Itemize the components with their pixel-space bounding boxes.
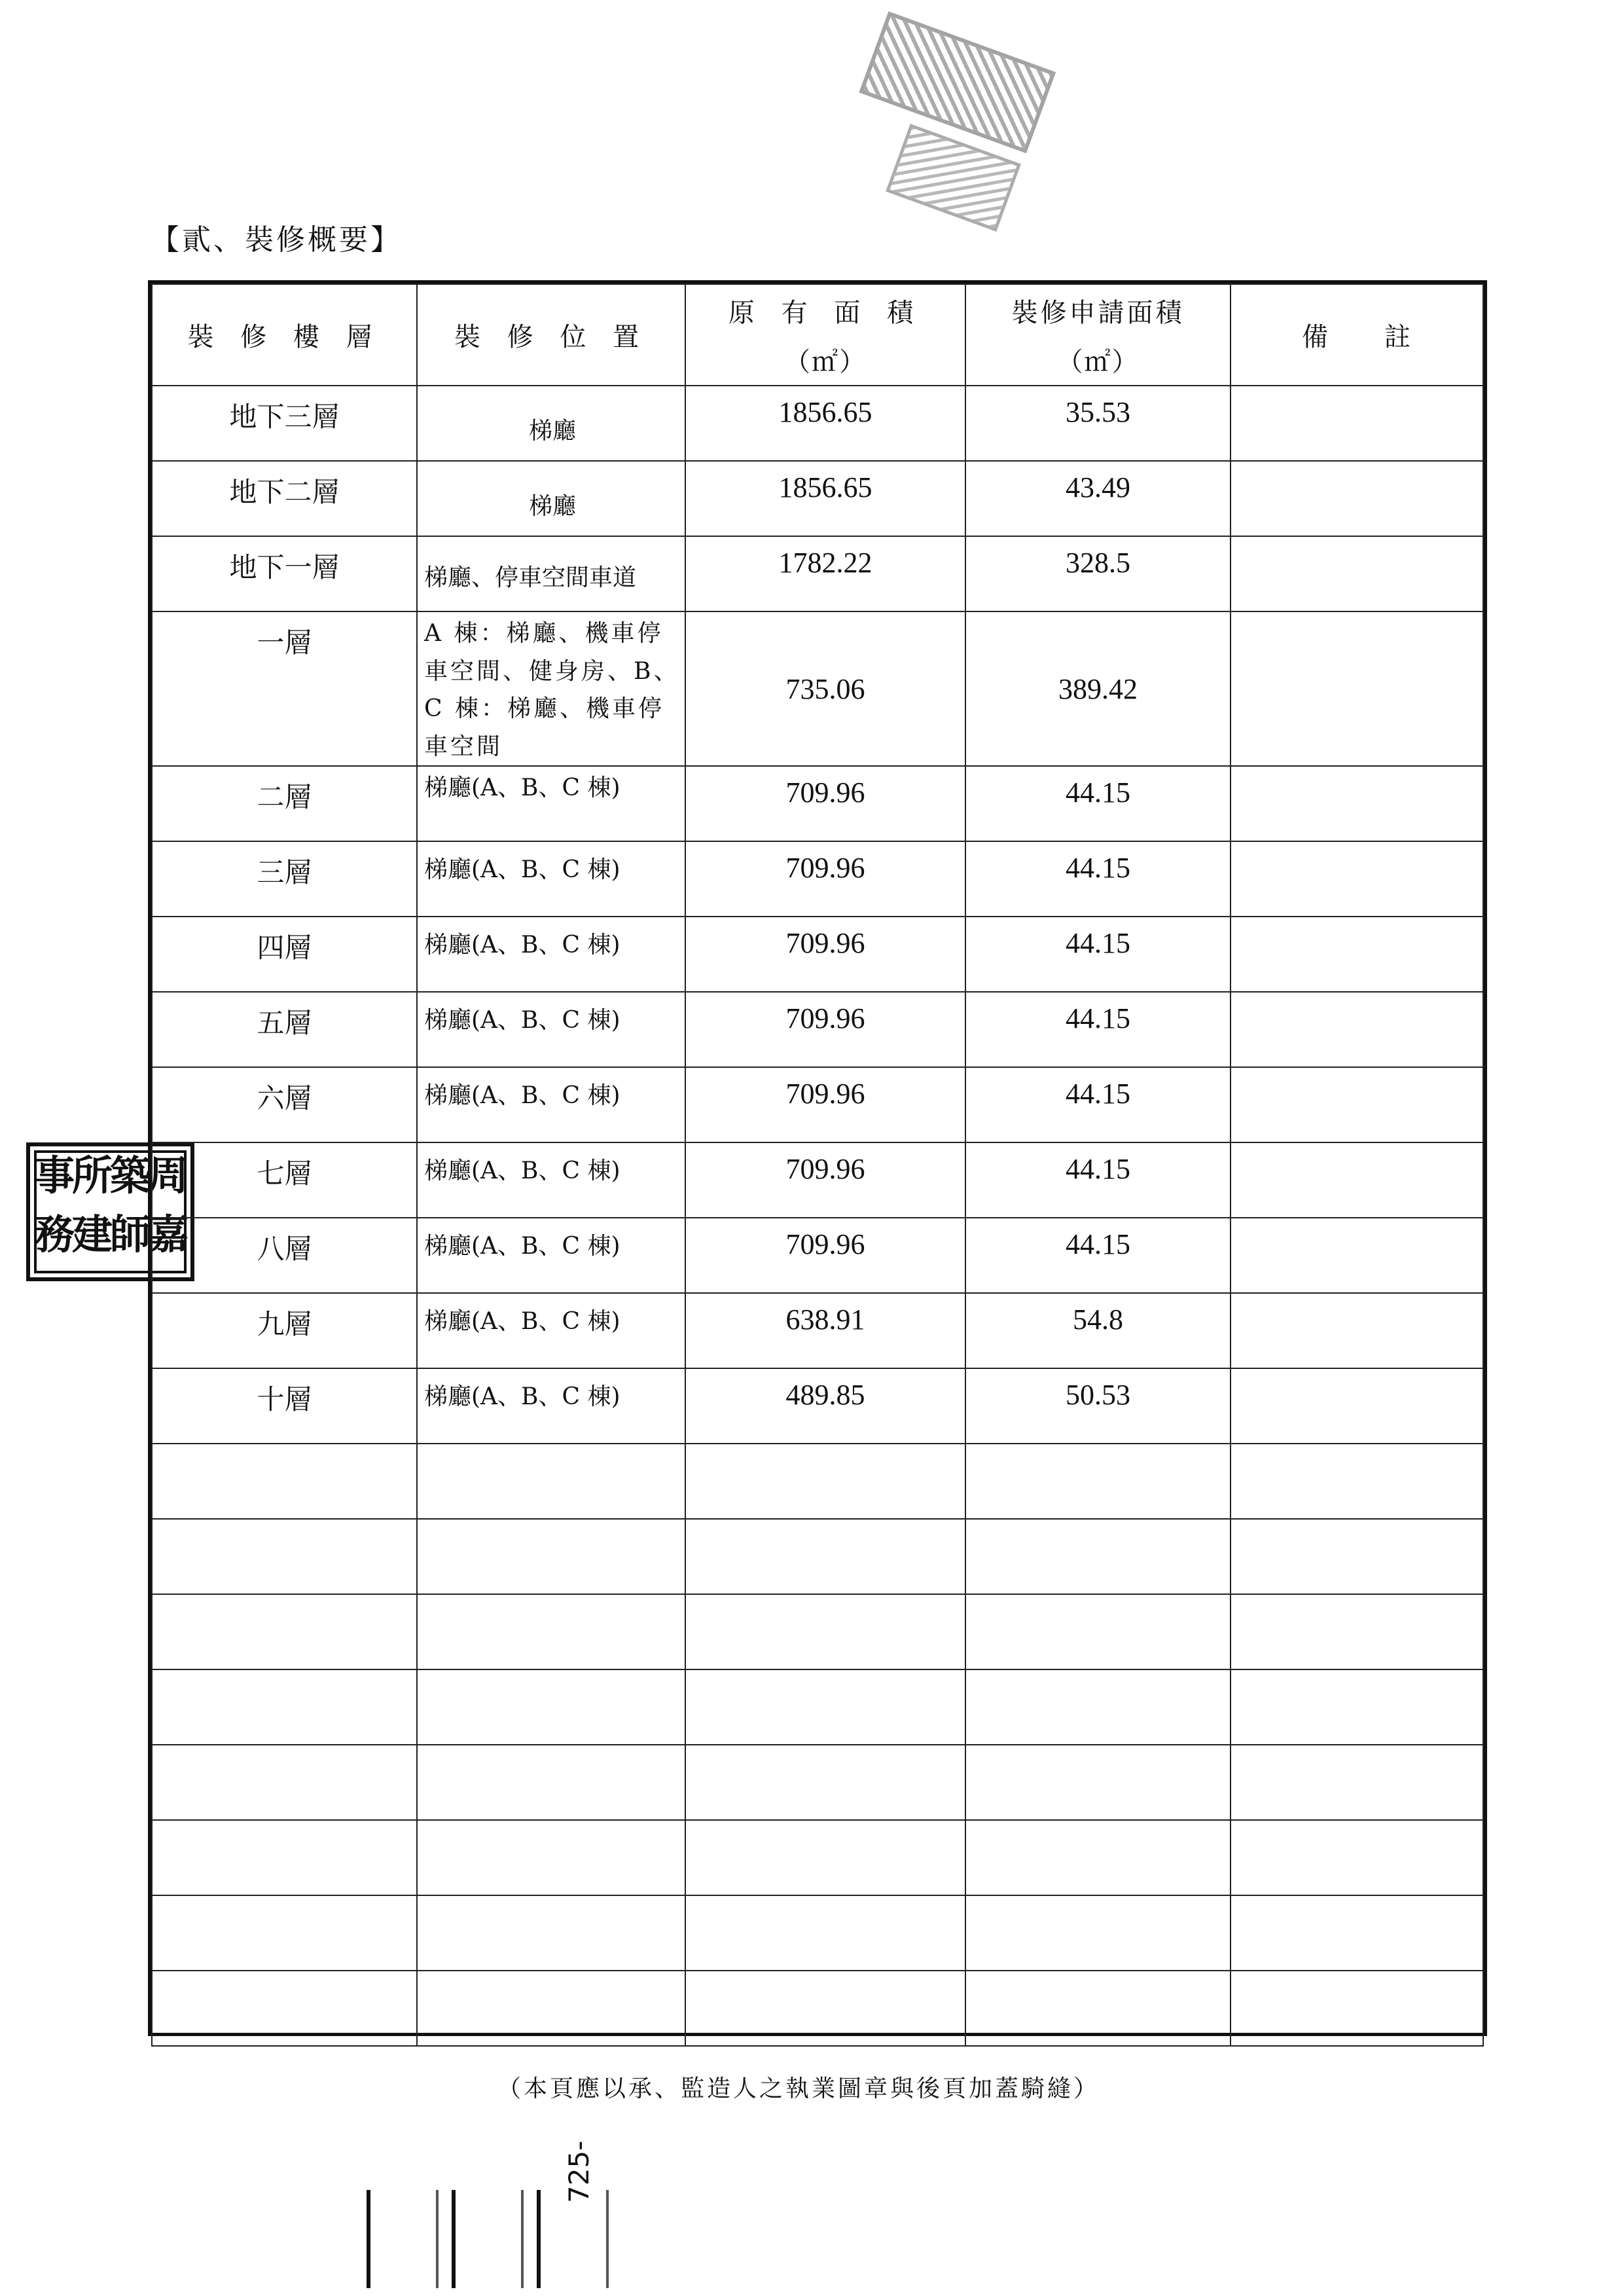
empty-table-row xyxy=(152,1519,1483,1594)
cell-requested-area: 44.15 xyxy=(965,992,1231,1067)
cell-original-area: 1782.22 xyxy=(685,536,965,611)
table-row xyxy=(152,841,1483,917)
cell-remarks xyxy=(1231,1142,1483,1218)
page-number-stamp xyxy=(367,2140,622,2288)
cell-remarks xyxy=(1231,536,1483,611)
cell-floor: 地下一層 xyxy=(152,536,417,611)
cell-requested-area: 50.53 xyxy=(965,1368,1231,1444)
cell-requested-area: 44.15 xyxy=(965,841,1231,917)
cell-remarks xyxy=(1231,386,1483,461)
cell-position: 梯廳、停車空間車道 xyxy=(417,536,685,611)
cell-requested-area: 44.15 xyxy=(965,1218,1231,1293)
official-seal-stamp xyxy=(832,5,1079,185)
table-row xyxy=(152,917,1483,992)
cell-original-area: 709.96 xyxy=(685,917,965,992)
cell-remarks xyxy=(1231,917,1483,992)
cell-floor: 五層 xyxy=(152,992,417,1067)
cell-original-area: 1856.65 xyxy=(685,386,965,461)
cell-floor: 七層 xyxy=(152,1142,417,1218)
table-row xyxy=(152,461,1483,536)
table-row xyxy=(152,992,1483,1067)
section-heading: 【貳、裝修概要】 xyxy=(151,223,402,257)
cell-position: 梯廳(A、B、C 棟) xyxy=(417,1218,685,1293)
cell-floor: 地下三層 xyxy=(152,386,417,461)
cell-original-area: 709.96 xyxy=(685,1218,965,1293)
cell-requested-area: 44.15 xyxy=(965,1142,1231,1218)
cell-position: 梯廳(A、B、C 棟) xyxy=(417,992,685,1067)
cell-floor: 一層 xyxy=(152,611,417,766)
footer-note: （本頁應以承、監造人之執業圖章與後頁加蓋騎縫） xyxy=(497,2075,1100,2102)
cell-original-area: 709.96 xyxy=(685,992,965,1067)
cell-requested-area: 328.5 xyxy=(965,536,1231,611)
cell-position: 梯廳(A、B、C 棟) xyxy=(417,917,685,992)
cell-original-area: 709.96 xyxy=(685,1142,965,1218)
empty-table-row xyxy=(152,1669,1483,1745)
empty-table-row xyxy=(152,1444,1483,1519)
cell-position: 梯廳(A、B、C 棟) xyxy=(417,766,685,841)
renovation-summary-table xyxy=(148,280,1487,2036)
empty-table-row xyxy=(152,1820,1483,1895)
cell-floor: 八層 xyxy=(152,1218,417,1293)
cell-original-area: 489.85 xyxy=(685,1368,965,1444)
cell-remarks xyxy=(1231,1067,1483,1142)
empty-table-row xyxy=(152,1971,1483,2046)
header-requested-area: 裝修申請面積 （㎡） xyxy=(965,284,1231,386)
stamp-number: 725- xyxy=(563,2140,595,2203)
cell-remarks xyxy=(1231,766,1483,841)
cell-original-area: 735.06 xyxy=(685,611,965,766)
cell-position: 梯廳 xyxy=(417,386,685,461)
cell-floor: 十層 xyxy=(152,1368,417,1444)
empty-table-row xyxy=(152,1594,1483,1669)
cell-original-area: 709.96 xyxy=(685,841,965,917)
cell-position: 梯廳(A、B、C 棟) xyxy=(417,841,685,917)
cell-original-area: 638.91 xyxy=(685,1293,965,1368)
cell-original-area: 709.96 xyxy=(685,1067,965,1142)
table-row xyxy=(152,1142,1483,1218)
table-row xyxy=(152,1368,1483,1444)
empty-table-row xyxy=(152,1895,1483,1971)
empty-table-row xyxy=(152,1745,1483,1820)
table-header-row xyxy=(152,284,1483,386)
cell-remarks xyxy=(1231,611,1483,766)
cell-requested-area: 44.15 xyxy=(965,766,1231,841)
cell-remarks xyxy=(1231,841,1483,917)
cell-position: 梯廳(A、B、C 棟) xyxy=(417,1142,685,1218)
header-original-area: 原 有 面 積 （㎡） xyxy=(685,284,965,386)
table-row xyxy=(152,1293,1483,1368)
cell-floor: 九層 xyxy=(152,1293,417,1368)
cell-original-area: 709.96 xyxy=(685,766,965,841)
cell-remarks xyxy=(1231,1293,1483,1368)
architect-seal-stamp: 事 所 築 周 務 建 師 嘉 xyxy=(26,1142,194,1281)
cell-floor: 三層 xyxy=(152,841,417,917)
cell-remarks xyxy=(1231,1218,1483,1293)
cell-remarks xyxy=(1231,461,1483,536)
cell-position: 梯廳(A、B、C 棟) xyxy=(417,1067,685,1142)
table-row xyxy=(152,536,1483,611)
cell-floor: 地下二層 xyxy=(152,461,417,536)
table-row xyxy=(152,766,1483,841)
table-row xyxy=(152,611,1483,766)
cell-floor: 六層 xyxy=(152,1067,417,1142)
header-floor: 裝 修 樓 層 xyxy=(152,284,417,386)
cell-requested-area: 44.15 xyxy=(965,917,1231,992)
cell-position: A 棟：梯廳、機車停車空間、健身房、B、C 棟：梯廳、機車停車空間 xyxy=(417,611,685,766)
header-remarks: 備 註 xyxy=(1231,284,1483,386)
table-row xyxy=(152,386,1483,461)
cell-position: 梯廳 xyxy=(417,461,685,536)
cell-requested-area: 43.49 xyxy=(965,461,1231,536)
table-row xyxy=(152,1218,1483,1293)
cell-requested-area: 44.15 xyxy=(965,1067,1231,1142)
cell-floor: 四層 xyxy=(152,917,417,992)
cell-position: 梯廳(A、B、C 棟) xyxy=(417,1293,685,1368)
cell-remarks xyxy=(1231,1368,1483,1444)
cell-floor: 二層 xyxy=(152,766,417,841)
cell-requested-area: 54.8 xyxy=(965,1293,1231,1368)
cell-position: 梯廳(A、B、C 棟) xyxy=(417,1368,685,1444)
cell-requested-area: 35.53 xyxy=(965,386,1231,461)
table-row xyxy=(152,1067,1483,1142)
cell-original-area: 1856.65 xyxy=(685,461,965,536)
cell-remarks xyxy=(1231,992,1483,1067)
header-position: 裝 修 位 置 xyxy=(417,284,685,386)
cell-requested-area: 389.42 xyxy=(965,611,1231,766)
